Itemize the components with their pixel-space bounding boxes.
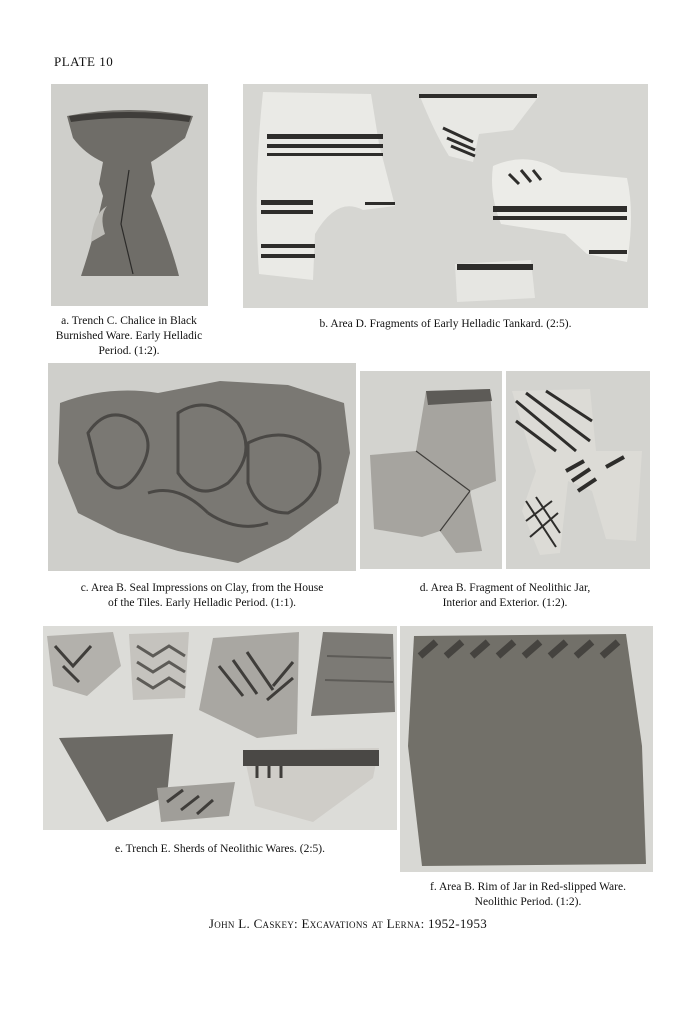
caption-e: e. Trench E. Sherds of Neolithic Wares. (2:5). [115, 843, 325, 855]
photo-c-seal-impressions [48, 363, 356, 571]
fragment-band [492, 159, 631, 262]
photo-a-chalice [51, 84, 208, 306]
caption-c-line1: c. Area B. Seal Impressions on Clay, from the House [80, 582, 324, 594]
rim-of-jar-image [400, 626, 653, 872]
chalice-image [51, 84, 208, 306]
jar-interior-image [360, 371, 502, 569]
tankard-fragments-image [243, 84, 648, 308]
photo-d-jar-interior [360, 371, 502, 569]
caption-d-line2: Interior and Exterior. (1:2). [442, 597, 568, 609]
plate-label: PLATE 10 [54, 54, 114, 69]
caption-a: a. Trench C. Chalice in Black Burnished Ware. Early Helladic Period. (1:2). [55, 315, 203, 357]
neolithic-sherds-image [43, 626, 397, 830]
fragment-upper-right [419, 94, 539, 162]
caption-f-line2: Neolithic Period. (1:2). [474, 896, 582, 908]
fragment-small-bottom [455, 260, 535, 302]
footer-running-title: John L. Caskey: Excavations at Lerna: 1952-1953 [208, 916, 488, 931]
caption-c-line2: of the Tiles. Early Helladic Period. (1:1). [107, 597, 297, 609]
caption-d-line1: d. Area B. Fragment of Neolithic Jar, [419, 582, 591, 594]
caption-c [48, 581, 356, 611]
photo-f-rim-of-jar [400, 626, 653, 872]
fragment-large [257, 92, 395, 280]
caption-b: b. Area D. Fragments of Early Helladic Tankard. (2:5). [319, 318, 572, 330]
photo-b-tankard-fragments [243, 84, 648, 308]
seal-impressions-image [48, 363, 356, 571]
caption-f-line1: f. Area B. Rim of Jar in Red-slipped Ware. [430, 881, 626, 893]
jar-exterior-image [506, 371, 650, 569]
photo-d-jar-exterior [506, 371, 650, 569]
photo-e-neolithic-sherds [43, 626, 397, 830]
caption-f [392, 880, 664, 910]
caption-d [360, 581, 650, 611]
